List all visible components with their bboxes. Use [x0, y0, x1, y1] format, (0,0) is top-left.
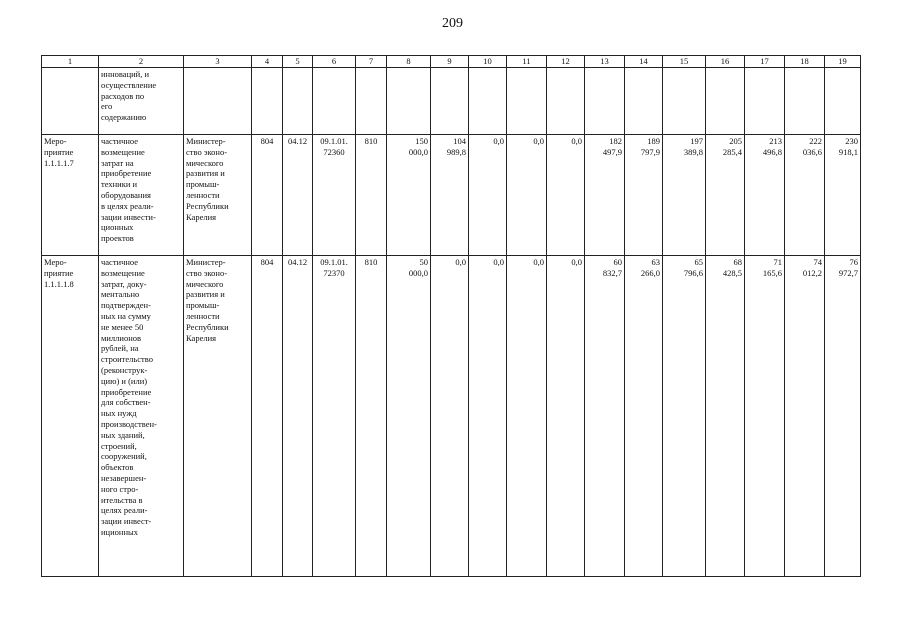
header-row	[42, 56, 861, 68]
cell-executor: Министер- ство эконо- мического развития и промыш- ленности Республики Карелия	[184, 135, 252, 256]
cell-amount: 71 165,6	[745, 256, 785, 577]
cell-amount: 0,0	[431, 256, 469, 577]
cell-amount	[431, 68, 469, 135]
cell-amount	[547, 68, 585, 135]
cell-amount: 197 389,8	[663, 135, 706, 256]
cell-code	[356, 68, 387, 135]
cell-amount	[785, 68, 825, 135]
column-header: 4	[252, 56, 283, 68]
cell-amount: 74 012,2	[785, 256, 825, 577]
cell-amount	[585, 68, 625, 135]
cell-amount	[469, 68, 507, 135]
cell-description: инноваций, и осуществление расходов по его содержанию	[99, 68, 184, 135]
cell-amount: 189 797,9	[625, 135, 663, 256]
cell-executor: Министер- ство эконо- мического развития и промыш- ленности Республики Карелия	[184, 256, 252, 577]
cell-amount: 65 796,6	[663, 256, 706, 577]
cell-amount: 0,0	[507, 135, 547, 256]
cell-code: 804	[252, 256, 283, 577]
table-row-activity-1-1-1-1-7	[42, 135, 861, 256]
cell-code: 09.1.01. 72370	[313, 256, 356, 577]
column-header: 11	[507, 56, 547, 68]
cell-amount: 0,0	[547, 256, 585, 577]
cell-code	[283, 68, 313, 135]
column-header: 17	[745, 56, 785, 68]
cell-amount: 222 036,6	[785, 135, 825, 256]
cell-amount	[387, 68, 431, 135]
cell-activity: Меро- приятие 1.1.1.1.8	[42, 256, 99, 577]
cell-code	[252, 68, 283, 135]
cell-amount	[706, 68, 745, 135]
cell-amount	[507, 68, 547, 135]
cell-amount: 0,0	[469, 256, 507, 577]
cell-amount: 68 428,5	[706, 256, 745, 577]
cell-amount: 0,0	[507, 256, 547, 577]
cell-amount	[625, 68, 663, 135]
cell-amount: 104 989,8	[431, 135, 469, 256]
cell-amount: 63 266,0	[625, 256, 663, 577]
cell-amount: 0,0	[469, 135, 507, 256]
cell-amount: 213 496,8	[745, 135, 785, 256]
column-header: 13	[585, 56, 625, 68]
cell-amount: 60 832,7	[585, 256, 625, 577]
cell-amount: 76 972,7	[825, 256, 861, 577]
column-header: 8	[387, 56, 431, 68]
column-header: 18	[785, 56, 825, 68]
cell-code: 09.1.01. 72360	[313, 135, 356, 256]
column-header: 2	[99, 56, 184, 68]
cell-amount	[745, 68, 785, 135]
column-header: 9	[431, 56, 469, 68]
cell-description: частичное возмещение затрат на приобретение техники и оборудования в целях реали- зации инвести- ционных проектов	[99, 135, 184, 256]
cell-amount	[825, 68, 861, 135]
cell-code: 810	[356, 135, 387, 256]
column-header: 1	[42, 56, 99, 68]
cell-amount: 205 285,4	[706, 135, 745, 256]
cell-amount: 230 918,1	[825, 135, 861, 256]
cell-code	[313, 68, 356, 135]
page-number: 209	[442, 16, 463, 31]
cell-code: 810	[356, 256, 387, 577]
cell-code: 04.12	[283, 135, 313, 256]
column-header: 7	[356, 56, 387, 68]
column-header: 16	[706, 56, 745, 68]
table-row-continuation	[42, 68, 861, 135]
column-header: 14	[625, 56, 663, 68]
cell-amount	[663, 68, 706, 135]
budget-table	[41, 55, 861, 577]
cell-activity	[42, 68, 99, 135]
cell-activity: Меро- приятие 1.1.1.1.7	[42, 135, 99, 256]
cell-code: 04.12	[283, 256, 313, 577]
cell-amount: 182 497,9	[585, 135, 625, 256]
column-header: 19	[825, 56, 861, 68]
table-row-activity-1-1-1-1-8	[42, 256, 861, 577]
cell-code: 804	[252, 135, 283, 256]
cell-description: частичное возмещение затрат, доку- ментально подтвержден- ных на сумму не менее 50 миллионов рублей, на строительство (реконструк- цию) и (или) приобретение для собствен- ных нужд производствен- ных зданий, строений, сооружений, объектов незавершен- ного стро- ительства в целях реали- зации инвест- иционных	[99, 256, 184, 577]
cell-amount: 50 000,0	[387, 256, 431, 577]
cell-executor	[184, 68, 252, 135]
column-header: 12	[547, 56, 585, 68]
column-header: 10	[469, 56, 507, 68]
column-header: 3	[184, 56, 252, 68]
column-header: 6	[313, 56, 356, 68]
cell-amount: 0,0	[547, 135, 585, 256]
column-header: 15	[663, 56, 706, 68]
column-header: 5	[283, 56, 313, 68]
cell-amount: 150 000,0	[387, 135, 431, 256]
